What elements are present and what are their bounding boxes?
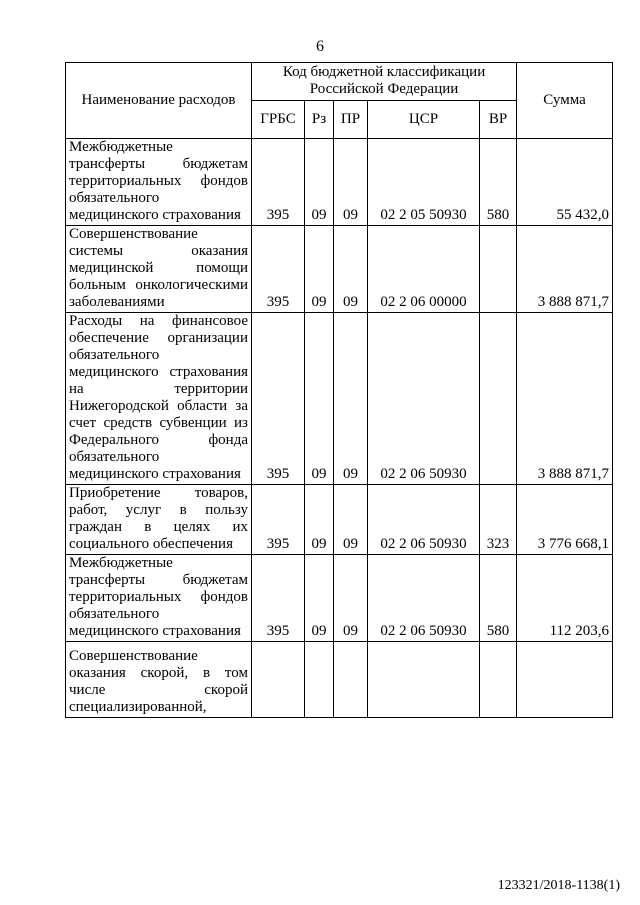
header-sum: Сумма	[517, 63, 613, 139]
grbs-cell: 395	[252, 485, 305, 555]
expense-name: Совершенствование системы оказания медицинской помощи больным онкологическими заболеваниями	[66, 226, 252, 313]
sum-cell: 3 776 668,1	[517, 485, 613, 555]
csr-cell: 02 2 05 50930	[368, 139, 480, 226]
rz-cell: 09	[305, 139, 334, 226]
grbs-cell: 395	[252, 139, 305, 226]
table-row	[66, 485, 613, 555]
header-rz: Рз	[305, 101, 334, 139]
budget-table	[65, 62, 613, 718]
table-row	[66, 642, 613, 718]
pr-cell	[334, 642, 368, 718]
vr-cell	[480, 313, 517, 485]
grbs-cell: 395	[252, 226, 305, 313]
vr-cell	[480, 642, 517, 718]
sum-cell: 55 432,0	[517, 139, 613, 226]
rz-cell: 09	[305, 226, 334, 313]
expense-name: Межбюджетные трансферты бюджетам территориальных фондов обязательного медицинского страхования	[66, 139, 252, 226]
header-grbs: ГРБС	[252, 101, 305, 139]
document-reference-number: 123321/2018-1138(1)	[497, 878, 620, 893]
table-row	[66, 226, 613, 313]
rz-cell: 09	[305, 313, 334, 485]
table-row	[66, 555, 613, 642]
pr-cell: 09	[334, 226, 368, 313]
vr-cell: 323	[480, 485, 517, 555]
rz-cell: 09	[305, 485, 334, 555]
sum-cell: 112 203,6	[517, 555, 613, 642]
header-pr: ПР	[334, 101, 368, 139]
pr-cell: 09	[334, 313, 368, 485]
expense-name: Приобретение товаров, работ, услуг в пользу граждан в целях их социального обеспечения	[66, 485, 252, 555]
pr-cell: 09	[334, 555, 368, 642]
header-name: Наименование расходов	[66, 63, 252, 139]
vr-cell: 580	[480, 555, 517, 642]
csr-cell	[368, 642, 480, 718]
sum-cell: 3 888 871,7	[517, 226, 613, 313]
header-csr: ЦСР	[368, 101, 480, 139]
csr-cell: 02 2 06 50930	[368, 313, 480, 485]
expense-name: Совершенствование оказания скорой, в том числе скорой специализированной,	[66, 642, 252, 718]
rz-cell	[305, 642, 334, 718]
header-code-group: Код бюджетной классификации Российской Федерации	[252, 63, 517, 101]
expense-name: Межбюджетные трансферты бюджетам территориальных фондов обязательного медицинского страхования	[66, 555, 252, 642]
csr-cell: 02 2 06 50930	[368, 555, 480, 642]
pr-cell: 09	[334, 139, 368, 226]
csr-cell: 02 2 06 50930	[368, 485, 480, 555]
table-row	[66, 139, 613, 226]
grbs-cell: 395	[252, 313, 305, 485]
header-row	[66, 63, 613, 101]
sum-cell: 3 888 871,7	[517, 313, 613, 485]
pr-cell: 09	[334, 485, 368, 555]
header-vr: ВР	[480, 101, 517, 139]
vr-cell: 580	[480, 139, 517, 226]
grbs-cell	[252, 642, 305, 718]
grbs-cell: 395	[252, 555, 305, 642]
csr-cell: 02 2 06 00000	[368, 226, 480, 313]
page-number: 6	[316, 38, 324, 55]
expense-name: Расходы на финансовое обеспечение организации обязательного медицинского страхования на территории Нижегородской области за счет средств субвенции из Федерального фонда обязательного медицинского страхования	[66, 313, 252, 485]
table-row	[66, 313, 613, 485]
sum-cell	[517, 642, 613, 718]
rz-cell: 09	[305, 555, 334, 642]
vr-cell	[480, 226, 517, 313]
